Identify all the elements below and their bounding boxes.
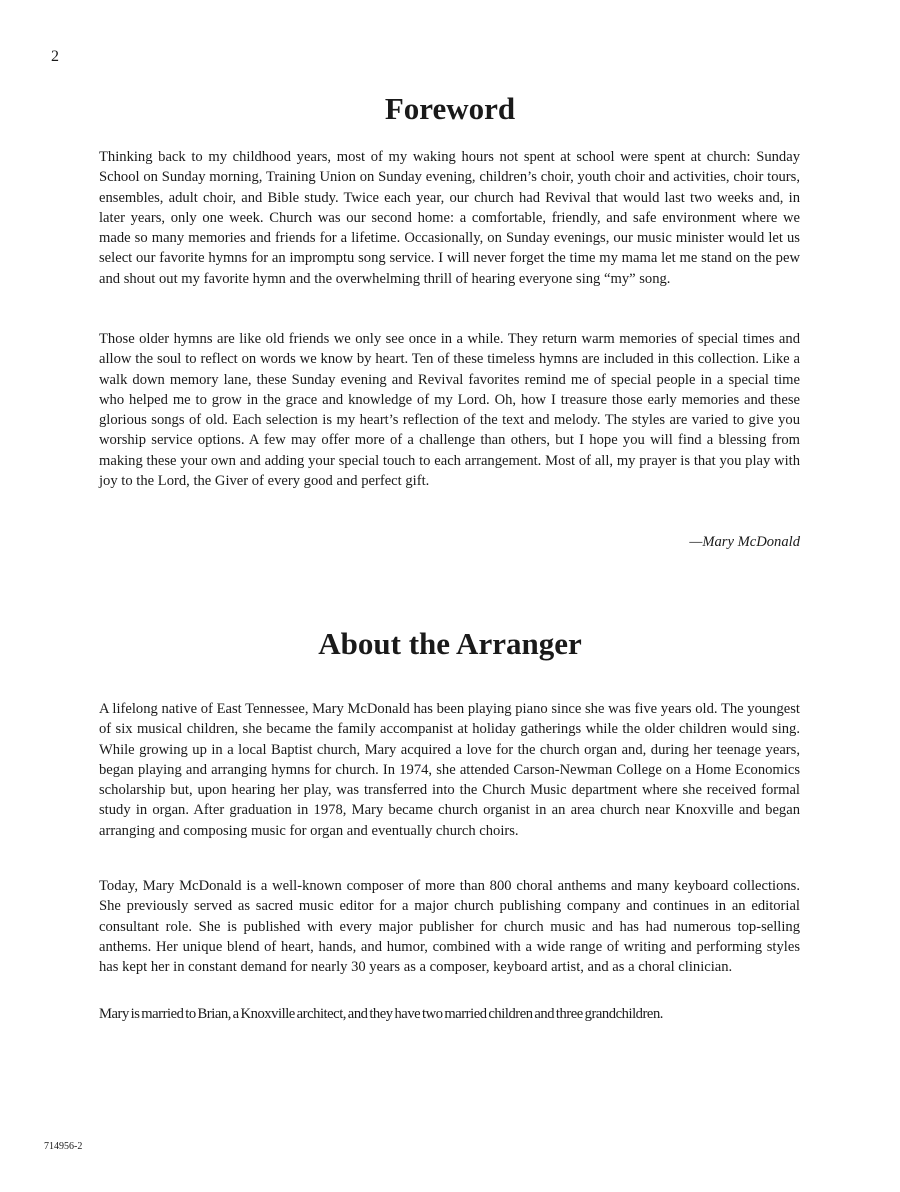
foreword-signature: —Mary McDonald xyxy=(689,534,800,550)
about-paragraph: Today, Mary McDonald is a well-known composer of more than 800 choral anthems and many keyboard collections. She previously served as sacred music editor for a major church publishing company and continues in an editorial consultant role. She is published with every major publisher for church music and has had numerous top-selling anthems. Her unique blend of heart, hands, and humor, combined with a wide range of writing and performing styles has kept her in constant demand for nearly 30 years as a composer, keyboard artist, and as a choral clinician. xyxy=(99,878,800,976)
foreword-title: Foreword xyxy=(384,91,516,126)
about-title: About the Arranger xyxy=(318,626,582,661)
page-number: 2 xyxy=(51,48,59,65)
foreword-paragraph: Those older hymns are like old friends we only see once in a while. They return warm memories of special times and allow the soul to reflect on words we know by heart. Ten of these timeless hymns are included in this collection. Like a walk down memory lane, these Sunday evening and Revival favorites remind me of special people in a special time who helped me to grow in the grace and knowledge of my Lord. Oh, how I treasure those early memories and these glorious songs of old. Each selection is my heart’s reflection of the text and melody. The styles are varied to give you worship service options. A few may offer more of a challenge than others, but I hope you will find a blessing from making these your own and adding your special touch to each arrangement. Most of all, my prayer is that you play with joy to the Lord, the Giver of every good and perfect gift. xyxy=(99,331,800,490)
catalog-number: 714956-2 xyxy=(44,1141,83,1152)
foreword-paragraph: Thinking back to my childhood years, most of my waking hours not spent at school were spent at church: Sunday School on Sunday morning, Training Union on Sunday evening, children’s choir, youth choir and activities, choir tours, ensembles, adult choir, and Bible study. Twice each year, our church had Revival that would last two weeks and, in later years, only one week. Church was our second home: a comfortable, friendly, and safe environment where we made so many memories and friends for a lifetime. Occasionally, on Sunday evenings, our music minister would let us select our favorite hymns for an impromptu song service. I will never forget the time my mama let me stand on the pew and shout out my favorite hymn and the overwhelming thrill of hearing everyone sing “my” song. xyxy=(99,149,800,287)
about-paragraph: Mary is married to Brian, a Knoxville architect, and they have two married children and three grandchildren. xyxy=(99,1006,663,1022)
about-paragraph: A lifelong native of East Tennessee, Mary McDonald has been playing piano since she was five years old. The youngest of six musical children, she became the family accompanist at holiday gatherings while the older children would sing. While growing up in a local Baptist church, Mary acquired a love for the church organ and, during her teenage years, began playing and arranging hymns for church. In 1974, she attended Carson-Newman College on a Home Economics scholarship but, upon hearing her play, was transferred into the Church Music department where she received formal study in organ. After graduation in 1978, Mary became church organist in an area church near Knoxville and began arranging and composing music for organ and eventually church choirs. xyxy=(99,701,800,839)
